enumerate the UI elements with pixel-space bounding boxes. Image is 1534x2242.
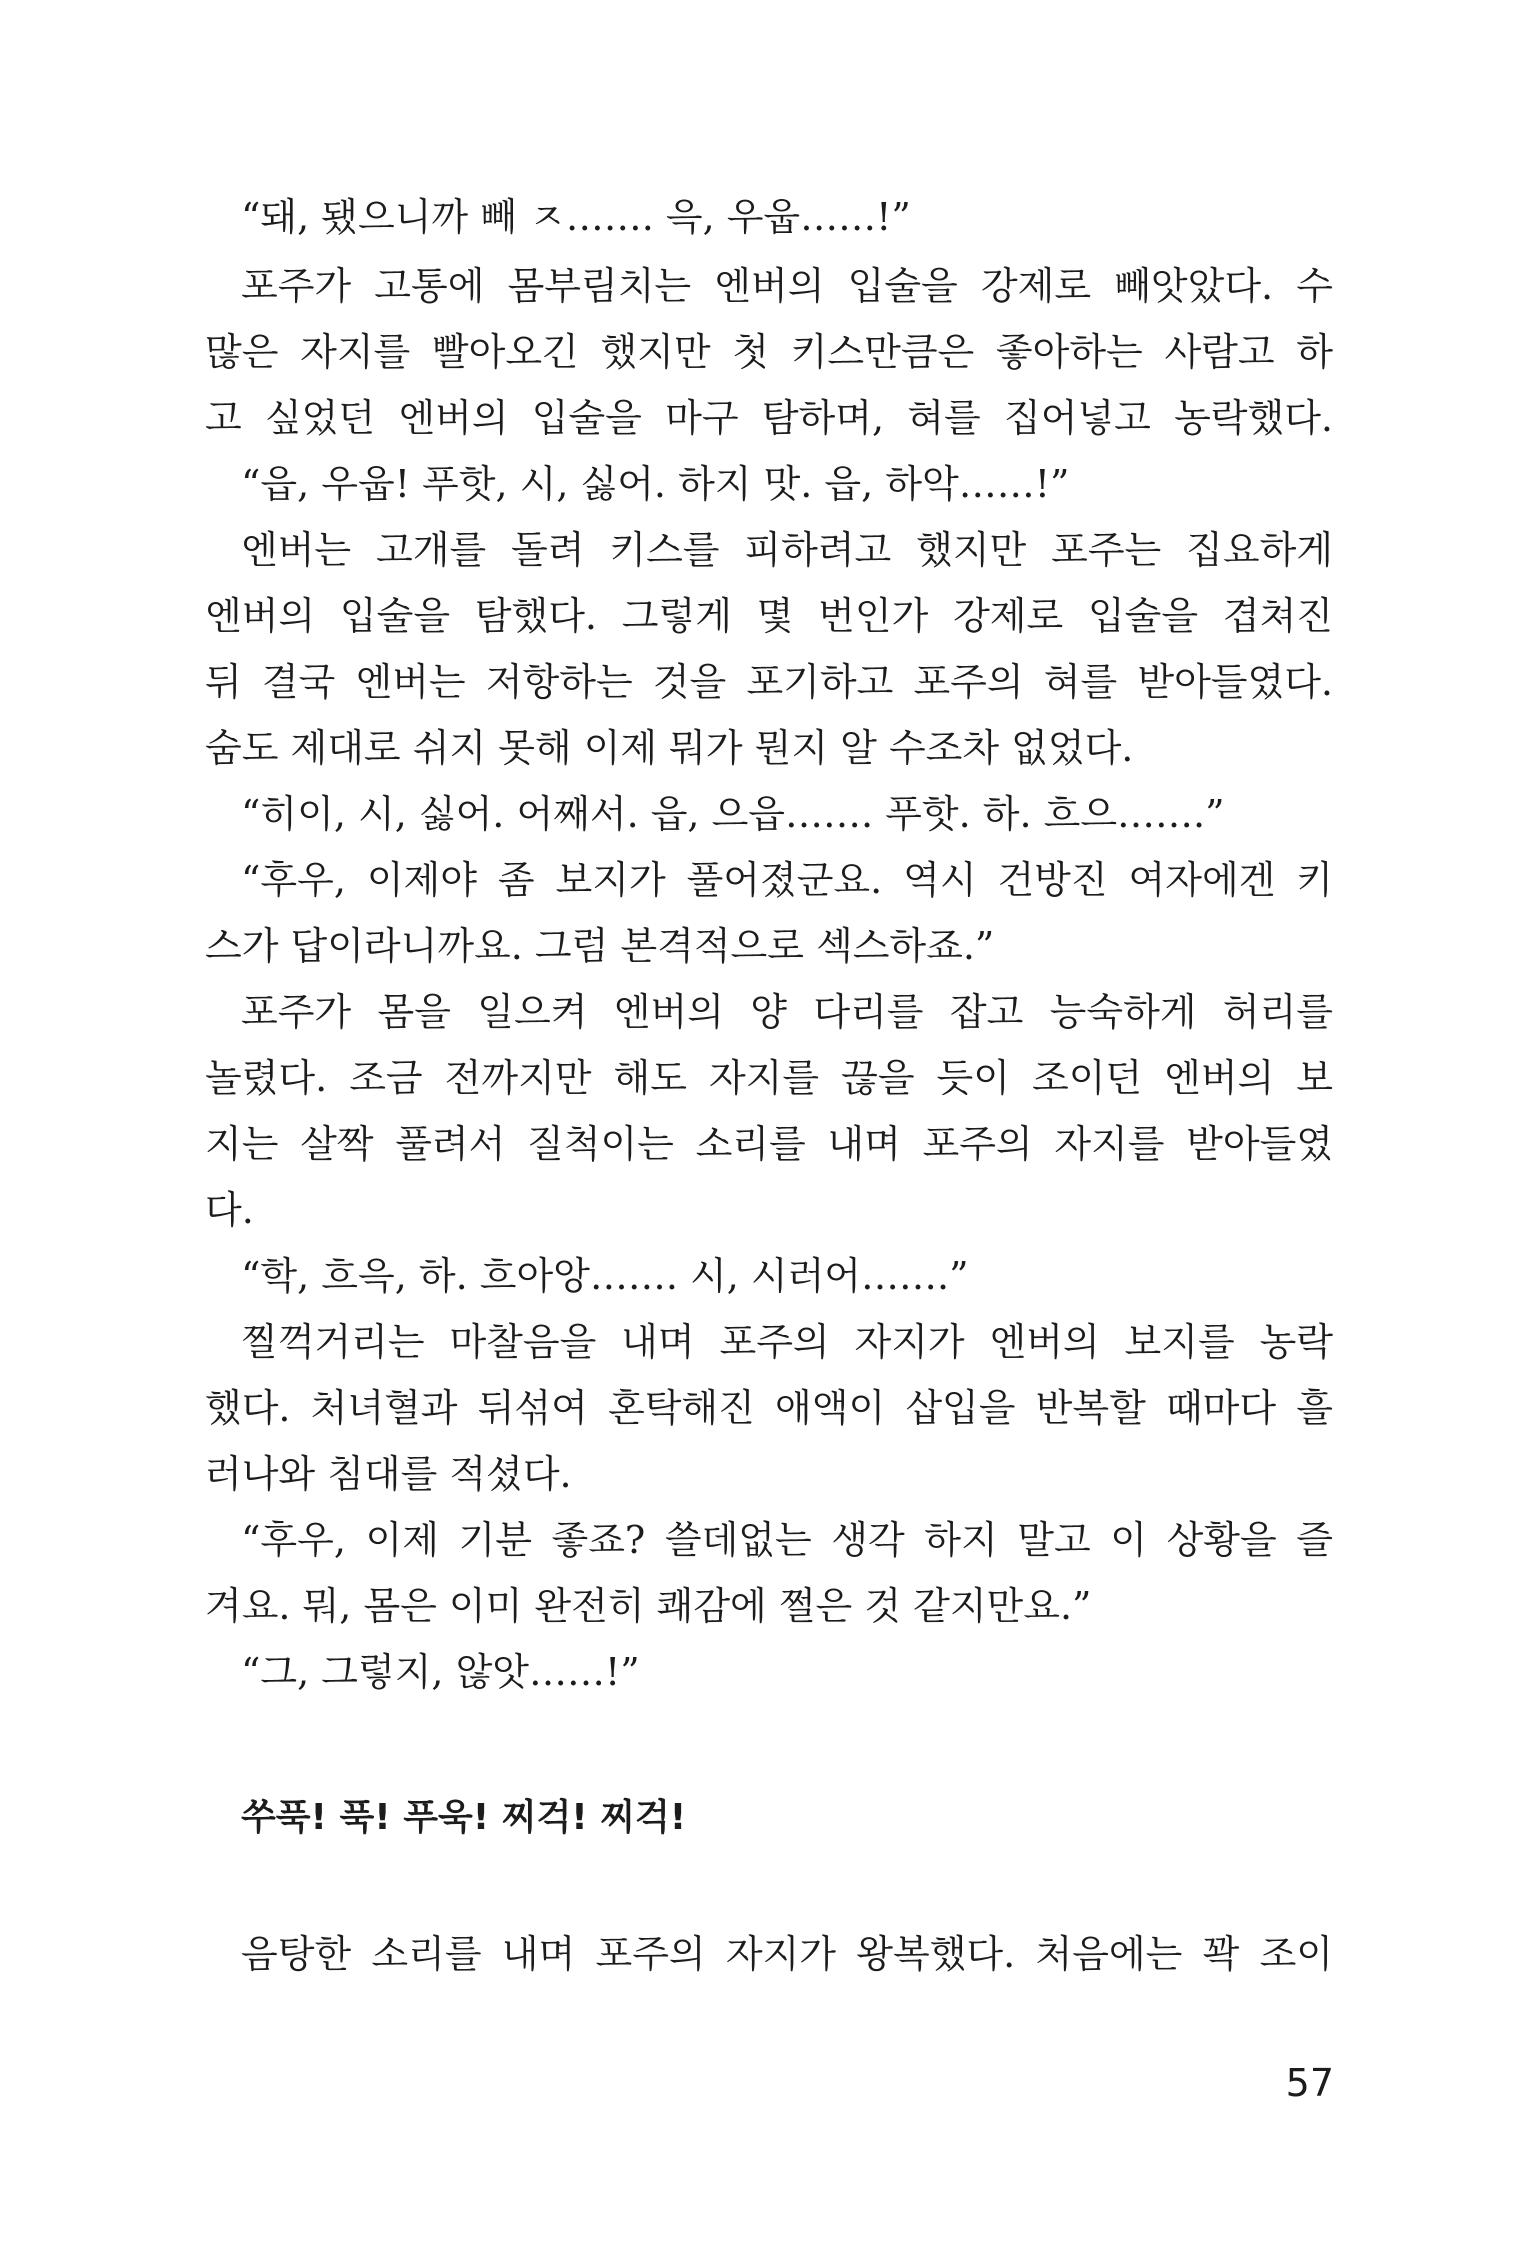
text-line: 포주가 몸을 일으켜 엔버의 양 다리를 잡고 능숙하게 허리를 [241, 990, 1333, 1034]
text-line: 뒤 결국 엔버는 저항하는 것을 포기하고 포주의 혀를 받아들였다. [205, 660, 1333, 704]
text-line: 포주가 고통에 몸부림치는 엔버의 입술을 강제로 빼앗았다. 수 [241, 264, 1333, 308]
text-line: 다. [205, 1188, 254, 1232]
text-line: 스가 답이라니까요. 그럼 본격적으로 섹스하죠.” [205, 924, 995, 968]
text-line: 놀렸다. 조금 전까지만 해도 자지를 끊을 듯이 조이던 엔버의 보 [205, 1056, 1333, 1100]
text-line: 러나와 침대를 적셨다. [205, 1452, 572, 1496]
text-line: 겨요. 뭐, 몸은 이미 완전히 쾌감에 쩔은 것 같지만요.” [205, 1584, 1092, 1628]
text-line: 엔버의 입술을 탐했다. 그렇게 몇 번인가 강제로 입술을 겹쳐진 [205, 594, 1333, 638]
text-line: 숨도 제대로 쉬지 못해 이제 뭐가 뭔지 알 수조차 없었다. [205, 726, 1134, 770]
text-line: 지는 살짝 풀려서 질척이는 소리를 내며 포주의 자지를 받아들였 [205, 1122, 1333, 1166]
text-line: “돼, 됐으니까 빼 ㅈ……. 윽, 우웁……!” [241, 195, 911, 239]
text-line: “그, 그렇지, 않앗……!” [241, 1650, 640, 1694]
text-line: “읍, 우웁! 푸핫, 시, 싫어. 하지 맛. 읍, 하악……!” [241, 462, 1070, 506]
text-line: 했다. 처녀혈과 뒤섞여 혼탁해진 애액이 삽입을 반복할 때마다 흘 [205, 1386, 1333, 1430]
text-line: “후우, 이제 기분 좋죠? 쓸데없는 생각 하지 말고 이 상황을 즐 [241, 1518, 1333, 1562]
text-line: 엔버는 고개를 돌려 키스를 피하려고 했지만 포주는 집요하게 [241, 528, 1333, 572]
text-line: “후우, 이제야 좀 보지가 풀어졌군요. 역시 건방진 여자에겐 키 [241, 858, 1333, 902]
text-line: 많은 자지를 빨아오긴 했지만 첫 키스만큼은 좋아하는 사람고 하 [205, 330, 1333, 374]
text-line: 음탕한 소리를 내며 포주의 자지가 왕복했다. 처음에는 꽉 조이 [241, 1932, 1333, 1976]
page-number: 57 [1285, 2061, 1334, 2105]
text-line: 고 싶었던 엔버의 입술을 마구 탐하며, 혀를 집어넣고 농락했다. [205, 396, 1333, 440]
text-line: “히이, 시, 싫어. 어째서. 읍, 으읍……. 푸핫. 하. 흐으…….” [241, 792, 1225, 836]
sound-effect-line: 쑤푹! 푹! 푸욱! 찌걱! 찌걱! [241, 1797, 687, 1838]
text-line: 찔꺽거리는 마찰음을 내며 포주의 자지가 엔버의 보지를 농락 [241, 1320, 1333, 1364]
text-line: “학, 흐윽, 하. 흐아앙……. 시, 시러어…….” [241, 1254, 969, 1298]
